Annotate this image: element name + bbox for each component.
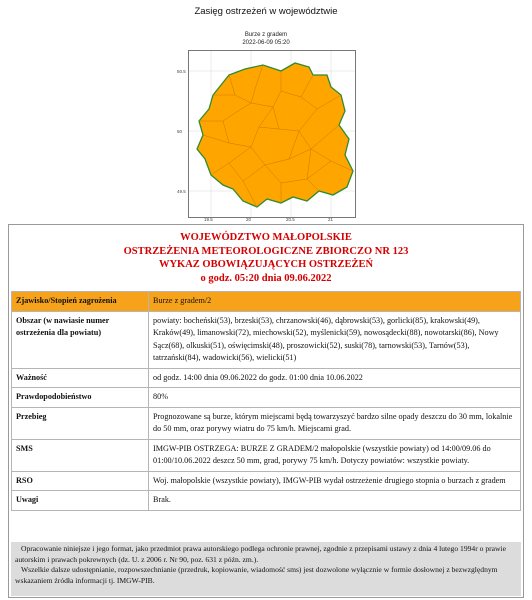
table-row — [12, 439, 521, 471]
probability-value: 80% — [149, 388, 521, 408]
warning-map — [176, 24, 356, 222]
validity-label: Ważność — [12, 368, 149, 388]
table-row — [12, 311, 521, 368]
sms-label: SMS — [12, 439, 149, 471]
map-x-tick: 20.5 — [286, 217, 295, 222]
warnings-header — [9, 231, 523, 285]
map-caption-time: 2022-06-09 05:20 — [242, 40, 290, 46]
header-issue-time: o godz. 05:20 dnia 09.06.2022 — [200, 272, 332, 284]
table-row — [12, 491, 521, 511]
validity-value: od godz. 14:00 dnia 09.06.2022 do godz. 01:00 dnia 10.06.2022 — [149, 368, 521, 388]
warnings-panel — [8, 224, 524, 598]
course-value: Prognozowane są burze, którym miejscami będą towarzyszyć bardzo silne opady deszczu do 30 mm, lokalnie do 50 mm, oraz porywy wiatru do 75 km/h. Miejscami grad. — [149, 407, 521, 439]
area-value: powiaty: bocheński(53), brzeski(53), chrzanowski(46), dąbrowski(53), gorlicki(85), krakowski(49), Kraków(49), limanowski(72), miechowski(52), myślenicki(59), nowosądecki(88), nowotarski(86), Nowy Sącz(68), olkuski(51), oświęcimski(48), proszowicki(52), suski(78), tarnowski(53), Tarnów(53), tatrzański(84), wadowicki(56), wielicki(51) — [149, 311, 521, 368]
phenomenon-label: Zjawisko/Stopień zagrożenia — [12, 292, 149, 312]
map-caption-title: Burze z gradem — [244, 32, 288, 38]
map-x-tick: 19.5 — [204, 217, 213, 222]
rso-value: Woj. małopolskie (wszystkie powiaty), IMGW-PIB wydał ostrzeżenie drugiego stopnia o burzach z gradem — [149, 471, 521, 491]
sms-value: IMGW-PIB OSTRZEGA: BURZE Z GRADEM/2 małopolskie (wszystkie powiaty) od 14:00/09.06 do 01:00/10.06.2022 deszcz 50 mm, grad, porywy 75 km/h. Dotyczy powiatów: wszystkie powiaty. — [149, 439, 521, 471]
table-row — [12, 388, 521, 408]
map-frame — [188, 50, 356, 218]
header-list-title: WYKAZ OBOWIĄZUJĄCYCH OSTRZEŻEŃ — [158, 259, 374, 270]
course-label: Przebieg — [12, 407, 149, 439]
malopolska-region — [197, 63, 353, 207]
map-x-tick: 20 — [246, 217, 252, 222]
phenomenon-value: Burze z gradem/2 — [149, 292, 521, 312]
probability-label: Prawdopodobieństwo — [12, 388, 149, 408]
map-y-tick: 50 — [177, 129, 183, 134]
header-bulletin-number: OSTRZEŻENIA METEOROLOGICZNE ZBIORCZO NR 123 — [123, 245, 409, 257]
map-y-tick: 49.5 — [177, 189, 186, 194]
notes-label: Uwagi — [12, 491, 149, 511]
distribution-notice: Wszelkie dalsze udostępnianie, rozpowszechnianie (przedruk, kopiowanie, wiadomość sms) jest dozwolone wyłącznie w formie dosłownej z bezwzględnym wskazaniem źródła informacji tj. IMGW-PIB. — [15, 565, 498, 585]
map-y-tick: 50.5 — [177, 69, 186, 74]
copyright-footer — [11, 542, 521, 596]
table-row — [12, 471, 521, 491]
voivodeship-map — [189, 51, 355, 217]
area-label: Obszar (w nawiasie numer ostrzeżenia dla powiatu) — [12, 311, 149, 368]
rso-label: RSO — [12, 471, 149, 491]
table-row — [12, 368, 521, 388]
header-voivodeship: WOJEWÓDZTWO MAŁOPOLSKIE — [180, 232, 352, 243]
copyright-notice: Opracowanie niniejsze i jego format, jako przedmiot prawa autorskiego podlega ochronie prawnej, zgodnie z przepisami ustawy z dnia 4 lutego 1994r o prawie autorskim i prawach pokrewnych (dz. U. z 2006 r. Nr 90, poz. 631 z późn. zm.). — [15, 544, 506, 564]
table-row — [12, 407, 521, 439]
map-x-tick: 21 — [328, 217, 334, 222]
page-title: Zasięg ostrzeżeń w województwie — [194, 6, 338, 17]
warnings-table — [11, 291, 521, 511]
notes-value: Brak. — [149, 491, 521, 511]
table-row — [12, 292, 521, 312]
